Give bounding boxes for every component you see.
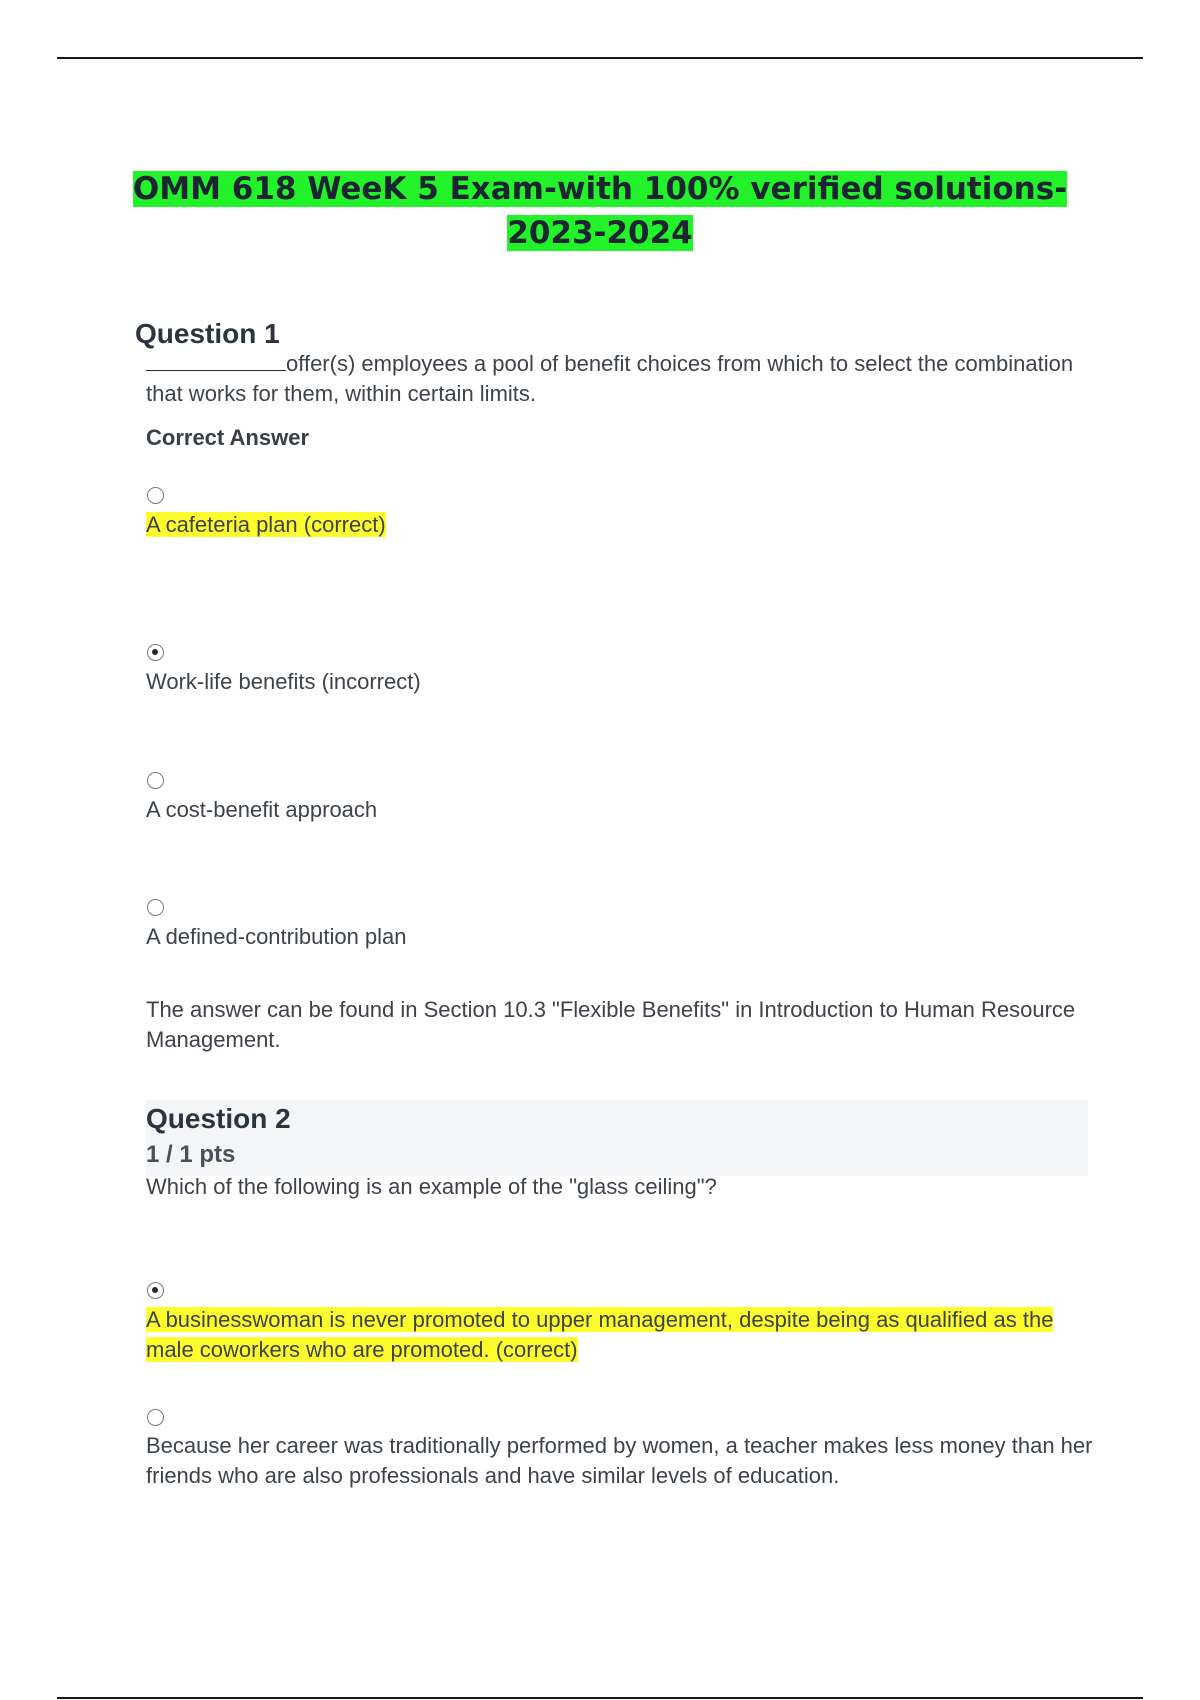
question-2-heading: Question 2 [146, 1103, 291, 1134]
top-rule [57, 57, 1143, 59]
radio-q2-option-2[interactable] [147, 1409, 164, 1426]
question-1-prompt [146, 349, 1076, 409]
fill-in-blank [146, 350, 286, 371]
bottom-rule [57, 1697, 1143, 1699]
q1-option-1-label: A cafeteria plan (correct) [146, 512, 386, 537]
q1-option-1[interactable] [146, 510, 1076, 540]
q1-option-4[interactable]: A defined-contribution plan [146, 924, 407, 949]
question-2-points: 1 / 1 pts [146, 1141, 236, 1168]
radio-q1-option-3[interactable] [147, 772, 164, 789]
document-title [100, 167, 1100, 255]
question-1-prompt-text: offer(s) employees a pool of benefit choices from which to select the combination that works for them, within certain limits. [146, 351, 1074, 406]
radio-q2-option-1[interactable] [147, 1282, 164, 1299]
q1-option-2[interactable]: Work-life benefits (incorrect) [146, 669, 421, 694]
question-1-heading: Question 1 [135, 318, 280, 349]
radio-q1-option-4[interactable] [147, 899, 164, 916]
radio-q1-option-1[interactable] [147, 487, 164, 504]
q2-option-2[interactable]: Because her career was traditionally performed by women, a teacher makes less money than her friends who are also professionals and have similar levels of education. [146, 1433, 1093, 1488]
document-title-text: OMM 618 WeeK 5 Exam-with 100% verified solutions-2023-2024 [132, 171, 1068, 251]
radio-q1-option-2[interactable] [147, 644, 164, 661]
question-2-prompt: Which of the following is an example of the "glass ceiling"? [146, 1174, 717, 1199]
q2-option-1-label: A businesswoman is never promoted to upper management, despite being as qualified as the male coworkers who are promoted. (correct) [146, 1307, 1054, 1362]
q1-option-3[interactable]: A cost-benefit approach [146, 797, 378, 822]
correct-answer-label: Correct Answer [146, 425, 310, 450]
q2-option-1[interactable] [146, 1305, 1086, 1365]
question-1-explanation: The answer can be found in Section 10.3 "Flexible Benefits" in Introduction to Human Resource Management. [146, 997, 1076, 1052]
